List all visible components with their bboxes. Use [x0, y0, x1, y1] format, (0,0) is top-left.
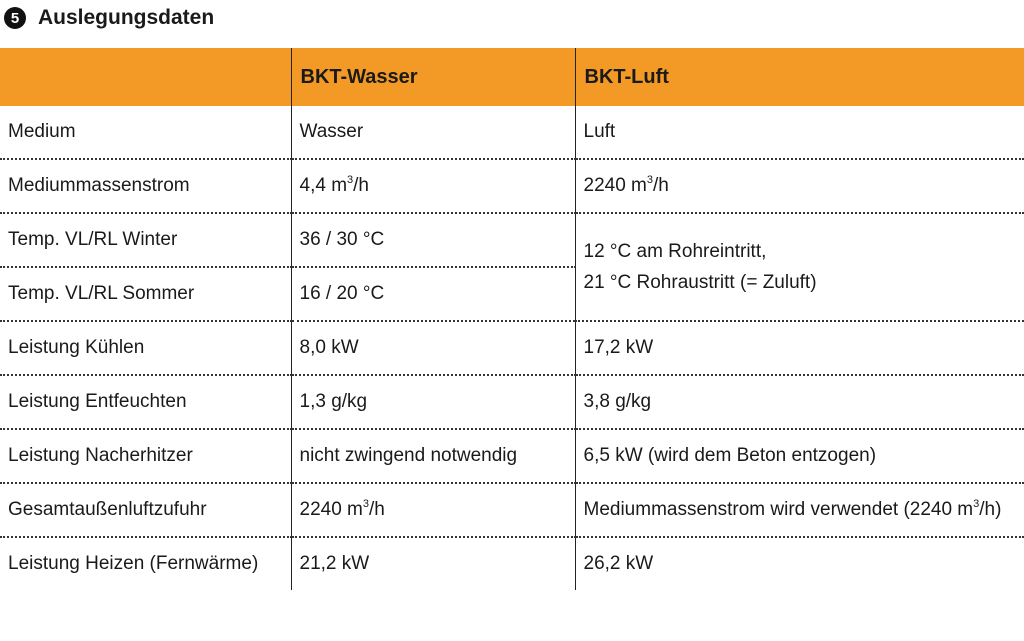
luft-value — [575, 483, 1024, 537]
wasser-value: 36 / 30 °C — [291, 213, 575, 267]
value-unit: /h — [353, 175, 370, 196]
value-unit: /h — [369, 499, 385, 520]
wasser-value: 8,0 kW — [291, 321, 575, 375]
wasser-value — [291, 159, 575, 213]
value-text: Mediummassenstrom wird verwendet (2240 m — [583, 499, 974, 520]
luft-value: 17,2 kW — [575, 321, 1024, 375]
row-label: Leistung Entfeuchten — [0, 375, 291, 429]
superscript: 3 — [362, 497, 369, 510]
value-text: 2240 m — [583, 175, 647, 196]
row-label: Leistung Nacherhitzer — [0, 429, 291, 483]
wasser-value: 16 / 20 °C — [291, 267, 575, 321]
table-row — [0, 321, 1024, 375]
row-label: Leistung Kühlen — [0, 321, 291, 375]
column-header-bkt-luft: BKT-Luft — [575, 48, 1024, 106]
row-label: Medium — [0, 106, 291, 159]
table-row — [0, 106, 1024, 159]
wasser-value: nicht zwingend notwendig — [291, 429, 575, 483]
superscript: 3 — [646, 173, 653, 186]
luft-line-2: 21 °C Rohraustritt (= Zuluft) — [583, 272, 817, 293]
superscript: 3 — [347, 173, 354, 186]
luft-value: 6,5 kW (wird dem Beton entzogen) — [575, 429, 1024, 483]
column-header-bkt-wasser: BKT-Wasser — [291, 48, 575, 106]
table-row — [0, 213, 1024, 267]
table-header-row — [0, 48, 1024, 106]
row-label: Mediummassenstrom — [0, 159, 291, 213]
section-title: Auslegungsdaten — [38, 6, 215, 29]
wasser-value — [291, 483, 575, 537]
value-unit: /h) — [979, 499, 1002, 520]
table-row — [0, 537, 1024, 590]
column-header-empty — [0, 48, 291, 106]
design-data-table — [0, 48, 1024, 590]
wasser-value: Wasser — [291, 106, 575, 159]
row-label: Temp. VL/RL Winter — [0, 213, 291, 267]
luft-value — [575, 159, 1024, 213]
superscript: 3 — [973, 497, 980, 510]
row-label: Gesamtaußenluftzufuhr — [0, 483, 291, 537]
value-unit: /h — [653, 175, 669, 196]
value-text: 4,4 m — [299, 175, 348, 196]
luft-line-1: 12 °C am Rohreintritt, — [583, 241, 767, 262]
wasser-value: 21,2 kW — [291, 537, 575, 590]
luft-value: Luft — [575, 106, 1024, 159]
luft-value-merged — [575, 213, 1024, 321]
table-row — [0, 429, 1024, 483]
table-row — [0, 375, 1024, 429]
section-heading — [4, 4, 214, 32]
table-row — [0, 159, 1024, 213]
row-label: Temp. VL/RL Sommer — [0, 267, 291, 321]
luft-value: 26,2 kW — [575, 537, 1024, 590]
wasser-value: 1,3 g/kg — [291, 375, 575, 429]
section-number-badge: 5 — [4, 7, 26, 29]
value-text: 2240 m — [299, 499, 363, 520]
table-row — [0, 483, 1024, 537]
luft-value: 3,8 g/kg — [575, 375, 1024, 429]
row-label: Leistung Heizen (Fernwärme) — [8, 553, 259, 574]
